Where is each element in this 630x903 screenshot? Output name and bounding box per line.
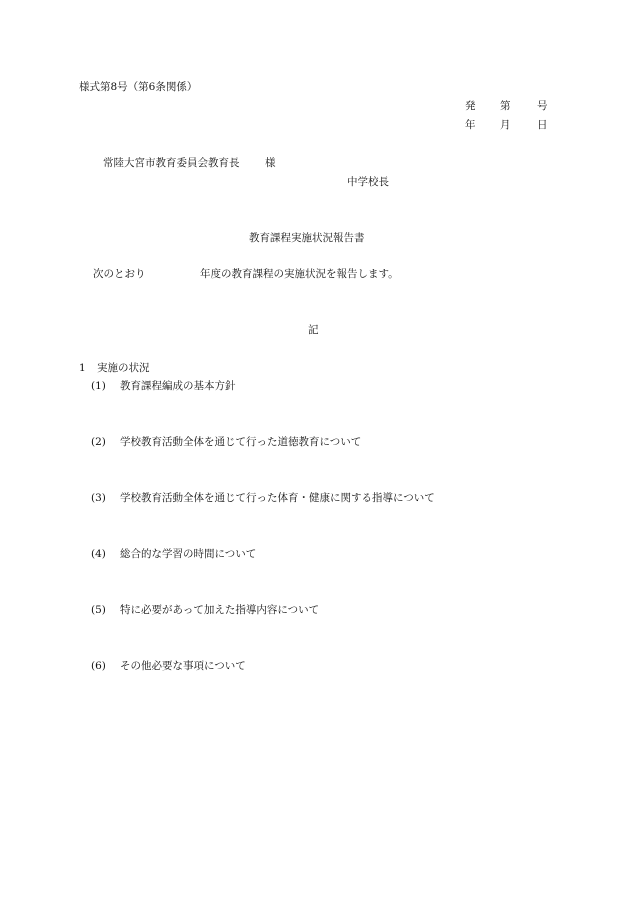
addressee-honorific: 様 [265, 157, 276, 169]
item-number: (4) [91, 548, 106, 560]
item-text: 学校教育活動全体を通じて行った道徳教育について [120, 436, 362, 448]
ki-marker: 記 [308, 324, 319, 336]
section-heading: 実施の状況 [97, 362, 150, 374]
date-month: 月 [500, 119, 511, 131]
item-text: 学校教育活動全体を通じて行った体育・健康に関する指導について [120, 492, 435, 504]
item-number: (1) [91, 380, 106, 392]
form-number: 様式第8号（第6条関係） [79, 81, 198, 93]
date-day: 日 [537, 119, 548, 131]
document-number-dai: 第 [500, 100, 511, 112]
item-text: その他必要な事項について [120, 660, 246, 672]
document-number-go: 号 [537, 100, 548, 112]
sender-title: 中学校長 [347, 176, 389, 188]
item-text: 総合的な学習の時間について [120, 548, 257, 560]
addressee-name: 常陸大宮市教育委員会教育長 [103, 157, 240, 169]
intro-suffix: 年度の教育課程の実施状況を報告します。 [200, 268, 399, 280]
item-number: (6) [91, 660, 106, 672]
item-text: 教育課程編成の基本方針 [120, 380, 236, 392]
section-number: 1 [79, 362, 86, 374]
date-year: 年 [465, 119, 476, 131]
document-number-hatsu: 発 [465, 100, 476, 112]
item-number: (3) [91, 492, 106, 504]
item-number: (5) [91, 604, 106, 616]
item-number: (2) [91, 436, 106, 448]
intro-prefix: 次のとおり [93, 268, 146, 280]
item-text: 特に必要があって加えた指導内容について [120, 604, 320, 616]
document-title: 教育課程実施状況報告書 [249, 232, 365, 244]
